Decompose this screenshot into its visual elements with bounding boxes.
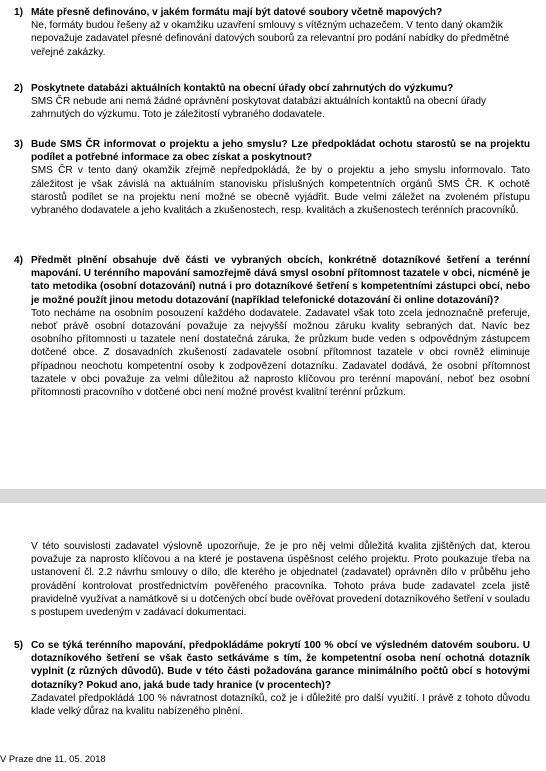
qa-item-4	[14, 254, 530, 399]
qa-item-5	[14, 639, 530, 718]
question-text: Co se týká terénního mapování, předpokládáme pokrytí 100 % obcí ve výsledném datovém souboru. U dotazníkového šetření se však často setkáváme s tím, že kompetentní osoba není ochotná dotazník vyplnit (z různých důvodů). Bude v této části požadována garance minimálního počtů obcí s hotovými dotazníky? Pokud ano, jaká bude tady hranice (v procentech)?	[31, 640, 530, 691]
qa-item-1	[14, 6, 530, 59]
qa-item-3	[14, 138, 530, 217]
question-text: Bude SMS ČR informovat o projektu a jeho smyslu? Lze předpokládat ochotu starostů se na projektu podílet a potřebné informace za obec získat a poskytnout?	[31, 139, 530, 164]
answer-text: Toto necháme na osobním posouzení každého dodavatele. Zadavatel však toto zcela jednoznačně preferuje, neboť právě osobní dotazování považuje za nejvyšší možnou záruku kvality sebraných dat. Navíc bez osobního přítomnosti u tazatele není dostatečná záruka, že průzkum bude veden s odpovědným zástupcem dotčené obce. Z dosavadních zkušeností zadavatele osobní přítomnost tazatele v obci rovněž eliminuje případnou neochotu kompetentní osoby k zodpovězení dotazníku. Zadavatel dodává, že osobní přítomnost tazatele v obci považuje za velmi důležitou až naprosto klíčovou pro terénní mapování, neboť bez osobní přítomnosti pracovního v dotčené obci není možné provést kvalitní terénní průzkum.	[31, 307, 530, 399]
date-footer: V Praze dne 11. 05. 2018	[0, 753, 106, 764]
question-text: Poskytnete databázi aktuálních kontaktů na obecní úřady obcí zahrnutých do výzkumu?	[31, 83, 454, 94]
item-number: 2)	[14, 83, 23, 94]
question-text: Máte přesně definováno, v jakém formátu mají být datové soubory včetně mapových?	[31, 7, 443, 18]
answer-text: Zadavatel předpokládá 100 % návratnost dotazníků, což je i důležité pro další využití. I právě z tohoto důvodu klade velký důraz na kvalitu nabízeného plnění.	[31, 692, 530, 718]
answer-text: SMS ČR nebude ani nemá žádné oprávnění poskytovat databázi aktuálních kontaktů na obecní úřady zahrnutých do výzkumu. Toto je záležitostí vybraného dodavatele.	[31, 96, 487, 121]
item-number: 1)	[14, 7, 23, 18]
answer-text: Ne, formáty budou řešeny až v okamžiku uzavření smlouvy s vítězným uchazečem. V tento daný okamžik nepovažuje zadavatel přesné definování datových souborů za relevantní pro podání nabídky do předmětné veřejné zakázky.	[31, 20, 510, 58]
item-number: 4)	[14, 255, 23, 266]
continuation-paragraph: V této souvislosti zadavatel výslovně upozorňuje, že je pro něj velmi důležitá kvalita zjištěných dat, kterou považuje za naprosto klíčovou a na které je postavena úspěšnost celého projektu. Proto poukazuje třeba na ustanovení čl. 2.2 návrhu smlouvy o dílo, dle kterého je objednatel (zadavatel) oprávněn dílo v průběhu jeho provádění kontrolovat prostřednictvím pověřeného pracovníka. Tohoto práva bude zadavatel zcela jistě pravidelně využívat a namátkově si u dotčených obcí bude ověřovat provedení dotazníkového šetření v souladu s postupem uvedeným v zadávací dokumentaci.	[31, 541, 530, 619]
item-number: 5)	[14, 640, 23, 651]
answer-text: SMS ČR v tento daný okamžik zřejmě nepředpokládá, že by o projektu a jeho smyslu informovalo. Tato záležitost je však závislá na aktuálním stanovisku příslušných kompetentních orgánů SMS ČR. K ochotě starostů podílet se na projektu není možné se obecně vyjádřit. Bude velmi záležet na zvoleném přístupu vybraného dodavatele a jeho kvalitách a zkušenostech, resp. kvalitách a zkušenostech terénních pracovníků.	[31, 165, 530, 217]
page-separator	[0, 489, 546, 503]
qa-item-2	[14, 82, 530, 122]
question-text: Předmět plnění obsahuje dvě části ve vybraných obcích, konkrétně dotazníkové šetření a terénní mapování. U terénního mapování samozřejmě dává smysl osobní přítomnost tazatele v obci, nicméně je tato metodika (osobní dotazování) nutná i pro dotazníkové šetření s kompetentními zástupci obcí, nebo je možné použít jinou metodu dotazování (například telefonické dotazování či online dotazování)?	[31, 255, 530, 306]
document-page-2	[0, 503, 546, 771]
item-number: 3)	[14, 139, 23, 150]
